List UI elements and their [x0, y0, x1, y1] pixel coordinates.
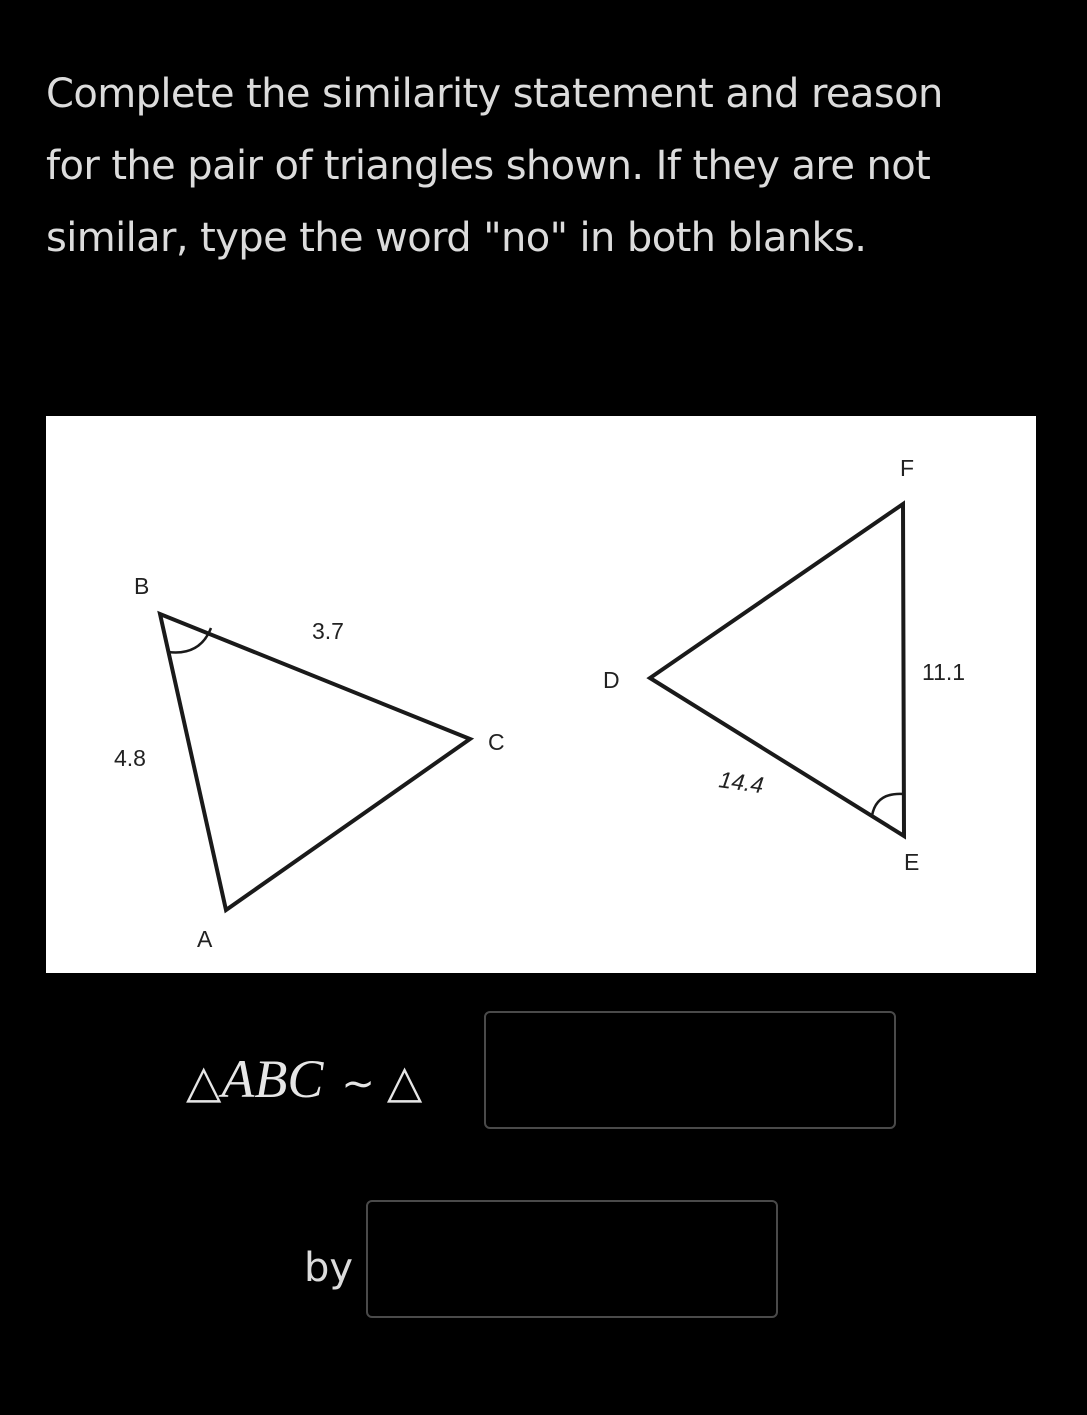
triangles-diagram [46, 416, 1036, 973]
side-label-ab: 4.8 [114, 745, 146, 771]
vertex-label-d: D [603, 667, 620, 693]
similarity-statement [186, 1044, 422, 1114]
statement-left: ABC [221, 1049, 324, 1109]
side-label-ef: 11.1 [922, 659, 966, 685]
vertex-label-a: A [197, 926, 213, 952]
vertex-label-f: F [900, 455, 915, 481]
triangles-figure [46, 416, 1036, 973]
vertex-label-c: C [488, 729, 505, 755]
similarity-reason-input[interactable] [366, 1200, 778, 1318]
prompt-line-1: Complete the similarity statement and reason [46, 71, 943, 117]
by-label: by [304, 1245, 354, 1291]
triangle-symbol: △ [186, 1056, 222, 1107]
side-label-de: 14.4 [717, 766, 766, 799]
triangle-def [650, 504, 904, 836]
vertex-label-e: E [904, 849, 920, 875]
prompt-line-3: similar, type the word "no" in both blanks. [46, 215, 867, 261]
prompt-line-2: for the pair of triangles shown. If they are not [46, 143, 931, 189]
question-prompt [46, 58, 1046, 274]
similar-triangle-input[interactable] [484, 1011, 896, 1129]
triangle-symbol-2: △ [386, 1056, 423, 1107]
vertex-label-b: B [134, 573, 150, 599]
triangle-abc [160, 614, 470, 910]
angle-e-arc [872, 794, 904, 816]
similar-symbol: ∼ [341, 1061, 375, 1106]
side-label-bc: 3.7 [312, 618, 344, 644]
